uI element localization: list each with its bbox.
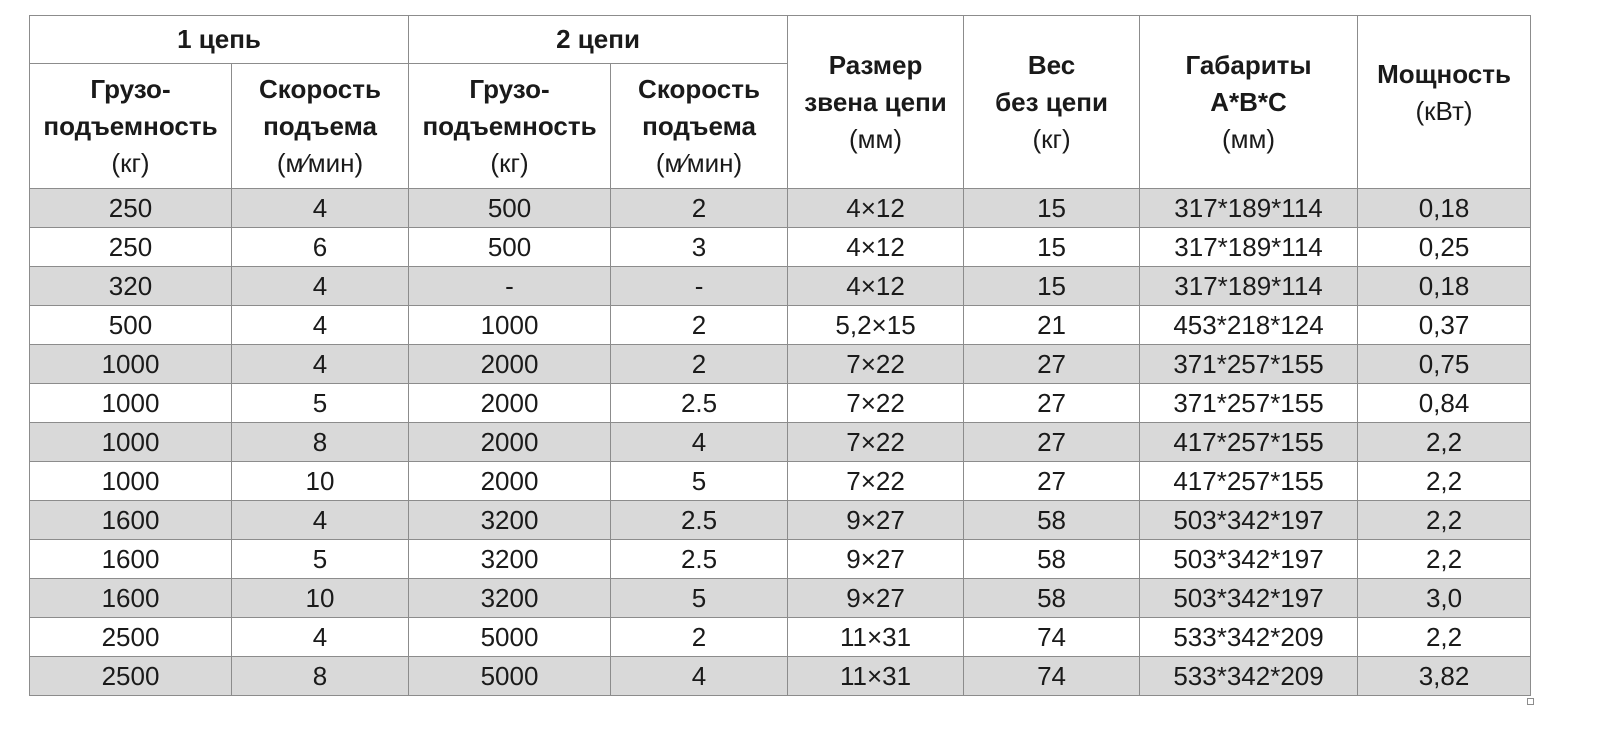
- cell-speed-two-chains: 5: [611, 579, 788, 618]
- cell-capacity-one-chain: 1600: [30, 540, 232, 579]
- header-link-size-unit: (мм): [848, 123, 903, 154]
- cell-weight: 27: [964, 423, 1140, 462]
- cell-capacity-one-chain: 320: [30, 267, 232, 306]
- table-row: [30, 618, 1531, 657]
- specs-table: [29, 15, 1531, 696]
- cell-power: 2,2: [1358, 540, 1531, 579]
- cell-dimensions: 317*189*114: [1140, 228, 1358, 267]
- cell-speed-two-chains: 2.5: [611, 384, 788, 423]
- cell-dimensions: 503*342*197: [1140, 579, 1358, 618]
- cell-power: 3,82: [1358, 657, 1531, 696]
- header-row-groups: [30, 16, 1531, 64]
- header-speed-one-line2: подъема: [263, 110, 377, 141]
- table-row: [30, 657, 1531, 696]
- header-speed-two-line2: подъема: [642, 110, 756, 141]
- cell-capacity-one-chain: 1000: [30, 384, 232, 423]
- cell-link-size: 9×27: [788, 579, 964, 618]
- header-weight-line2: без цепи: [995, 86, 1108, 117]
- cell-weight: 27: [964, 384, 1140, 423]
- cell-speed-one-chain: 8: [232, 657, 409, 696]
- cell-dimensions: 453*218*124: [1140, 306, 1358, 345]
- cell-power: 0,25: [1358, 228, 1531, 267]
- header-weight-unit: (кг): [1032, 123, 1071, 154]
- header-link-size-line2: звена цепи: [804, 86, 947, 117]
- group-header-two-chains: 2 цепи: [409, 16, 788, 64]
- cell-capacity-one-chain: 500: [30, 306, 232, 345]
- table-row: [30, 306, 1531, 345]
- cell-speed-one-chain: 6: [232, 228, 409, 267]
- cell-power: 0,37: [1358, 306, 1531, 345]
- cell-power: 2,2: [1358, 618, 1531, 657]
- header-dimensions-unit: (мм): [1221, 123, 1276, 154]
- cell-weight: 15: [964, 267, 1140, 306]
- cell-link-size: 7×22: [788, 345, 964, 384]
- cell-capacity-two-chains: 2000: [409, 462, 611, 501]
- cell-capacity-one-chain: 2500: [30, 618, 232, 657]
- cell-capacity-two-chains: 5000: [409, 657, 611, 696]
- cell-link-size: 7×22: [788, 384, 964, 423]
- cell-capacity-two-chains: 2000: [409, 423, 611, 462]
- table-row: [30, 462, 1531, 501]
- cell-speed-two-chains: 3: [611, 228, 788, 267]
- table-row: [30, 579, 1531, 618]
- cell-link-size: 4×12: [788, 189, 964, 228]
- cell-capacity-two-chains: 3200: [409, 501, 611, 540]
- table-row: [30, 189, 1531, 228]
- cell-dimensions: 533*342*209: [1140, 657, 1358, 696]
- header-weight-line1: Вес: [1027, 49, 1076, 80]
- cell-speed-two-chains: 2: [611, 189, 788, 228]
- cell-speed-two-chains: -: [611, 267, 788, 306]
- cell-dimensions: 417*257*155: [1140, 462, 1358, 501]
- cell-speed-two-chains: 2.5: [611, 501, 788, 540]
- cell-link-size: 11×31: [788, 657, 964, 696]
- cell-dimensions: 317*189*114: [1140, 267, 1358, 306]
- table-row: [30, 423, 1531, 462]
- table-row: [30, 267, 1531, 306]
- cell-weight: 15: [964, 189, 1140, 228]
- cell-weight: 74: [964, 618, 1140, 657]
- cell-speed-two-chains: 4: [611, 423, 788, 462]
- cell-speed-two-chains: 2.5: [611, 540, 788, 579]
- cell-link-size: 7×22: [788, 423, 964, 462]
- cell-capacity-one-chain: 1000: [30, 462, 232, 501]
- cell-link-size: 7×22: [788, 462, 964, 501]
- header-link-size: [788, 16, 964, 189]
- cell-speed-two-chains: 2: [611, 618, 788, 657]
- cell-capacity-two-chains: 5000: [409, 618, 611, 657]
- cell-weight: 58: [964, 501, 1140, 540]
- header-capacity-one-chain: [30, 64, 232, 189]
- cell-speed-two-chains: 4: [611, 657, 788, 696]
- cell-speed-one-chain: 4: [232, 345, 409, 384]
- cell-capacity-one-chain: 250: [30, 189, 232, 228]
- header-speed-two-chains: [611, 64, 788, 189]
- cell-capacity-two-chains: -: [409, 267, 611, 306]
- cell-weight: 21: [964, 306, 1140, 345]
- table-row: [30, 501, 1531, 540]
- cell-weight: 15: [964, 228, 1140, 267]
- cell-capacity-one-chain: 1000: [30, 423, 232, 462]
- header-capacity-two-unit: (кг): [490, 147, 529, 178]
- cell-link-size: 11×31: [788, 618, 964, 657]
- header-capacity-two-line1: Грузо-: [469, 73, 550, 104]
- cell-capacity-two-chains: 500: [409, 228, 611, 267]
- cell-speed-two-chains: 2: [611, 345, 788, 384]
- cell-speed-two-chains: 5: [611, 462, 788, 501]
- cell-capacity-two-chains: 1000: [409, 306, 611, 345]
- cell-weight: 58: [964, 540, 1140, 579]
- header-capacity-two-line2: подъемность: [422, 110, 597, 141]
- cell-power: 0,18: [1358, 189, 1531, 228]
- header-dimensions-line2: A*B*C: [1210, 86, 1287, 117]
- table-body: [30, 189, 1531, 696]
- table-row: [30, 345, 1531, 384]
- cell-power: 2,2: [1358, 423, 1531, 462]
- cell-speed-one-chain: 4: [232, 618, 409, 657]
- header-dimensions-line1: Габариты: [1185, 49, 1312, 80]
- cell-power: 3,0: [1358, 579, 1531, 618]
- cell-weight: 74: [964, 657, 1140, 696]
- cell-speed-two-chains: 2: [611, 306, 788, 345]
- cell-capacity-two-chains: 500: [409, 189, 611, 228]
- header-speed-two-line1: Скорость: [638, 73, 760, 104]
- header-dimensions: [1140, 16, 1358, 189]
- table-row: [30, 540, 1531, 579]
- cell-dimensions: 371*257*155: [1140, 384, 1358, 423]
- header-power: [1358, 16, 1531, 189]
- cell-link-size: 9×27: [788, 501, 964, 540]
- header-speed-one-unit: (м⁄мин): [276, 147, 364, 178]
- cell-capacity-two-chains: 2000: [409, 384, 611, 423]
- cell-power: 0,84: [1358, 384, 1531, 423]
- cell-power: 0,18: [1358, 267, 1531, 306]
- cell-capacity-one-chain: 1600: [30, 579, 232, 618]
- cell-capacity-two-chains: 3200: [409, 540, 611, 579]
- cell-weight: 58: [964, 579, 1140, 618]
- cell-power: 0,75: [1358, 345, 1531, 384]
- header-power-line1: Мощность: [1377, 59, 1511, 89]
- cell-dimensions: 317*189*114: [1140, 189, 1358, 228]
- cell-dimensions: 417*257*155: [1140, 423, 1358, 462]
- cell-link-size: 4×12: [788, 228, 964, 267]
- cell-weight: 27: [964, 462, 1140, 501]
- header-capacity-one-line1: Грузо-: [90, 73, 171, 104]
- cell-link-size: 4×12: [788, 267, 964, 306]
- table-resize-handle[interactable]: [1527, 698, 1534, 705]
- table-row: [30, 384, 1531, 423]
- cell-speed-one-chain: 5: [232, 540, 409, 579]
- cell-speed-one-chain: 10: [232, 579, 409, 618]
- cell-speed-one-chain: 4: [232, 501, 409, 540]
- cell-capacity-one-chain: 1600: [30, 501, 232, 540]
- cell-dimensions: 533*342*209: [1140, 618, 1358, 657]
- cell-dimensions: 371*257*155: [1140, 345, 1358, 384]
- cell-power: 2,2: [1358, 501, 1531, 540]
- header-speed-one-line1: Скорость: [259, 73, 381, 104]
- cell-speed-one-chain: 8: [232, 423, 409, 462]
- header-link-size-line1: Размер: [828, 49, 923, 80]
- cell-capacity-two-chains: 3200: [409, 579, 611, 618]
- cell-capacity-one-chain: 1000: [30, 345, 232, 384]
- header-capacity-two-chains: [409, 64, 611, 189]
- cell-speed-one-chain: 10: [232, 462, 409, 501]
- cell-speed-one-chain: 4: [232, 306, 409, 345]
- header-power-unit: (кВт): [1415, 96, 1473, 126]
- cell-weight: 27: [964, 345, 1140, 384]
- header-speed-one-chain: [232, 64, 409, 189]
- cell-speed-one-chain: 4: [232, 267, 409, 306]
- cell-capacity-two-chains: 2000: [409, 345, 611, 384]
- cell-capacity-one-chain: 2500: [30, 657, 232, 696]
- header-capacity-one-unit: (кг): [111, 147, 150, 178]
- cell-dimensions: 503*342*197: [1140, 540, 1358, 579]
- cell-link-size: 9×27: [788, 540, 964, 579]
- header-capacity-one-line2: подъемность: [43, 110, 218, 141]
- cell-dimensions: 503*342*197: [1140, 501, 1358, 540]
- table-row: [30, 228, 1531, 267]
- header-speed-two-unit: (м⁄мин): [655, 147, 743, 178]
- cell-link-size: 5,2×15: [788, 306, 964, 345]
- cell-speed-one-chain: 5: [232, 384, 409, 423]
- cell-power: 2,2: [1358, 462, 1531, 501]
- group-header-one-chain: 1 цепь: [30, 16, 409, 64]
- header-weight: [964, 16, 1140, 189]
- cell-capacity-one-chain: 250: [30, 228, 232, 267]
- cell-speed-one-chain: 4: [232, 189, 409, 228]
